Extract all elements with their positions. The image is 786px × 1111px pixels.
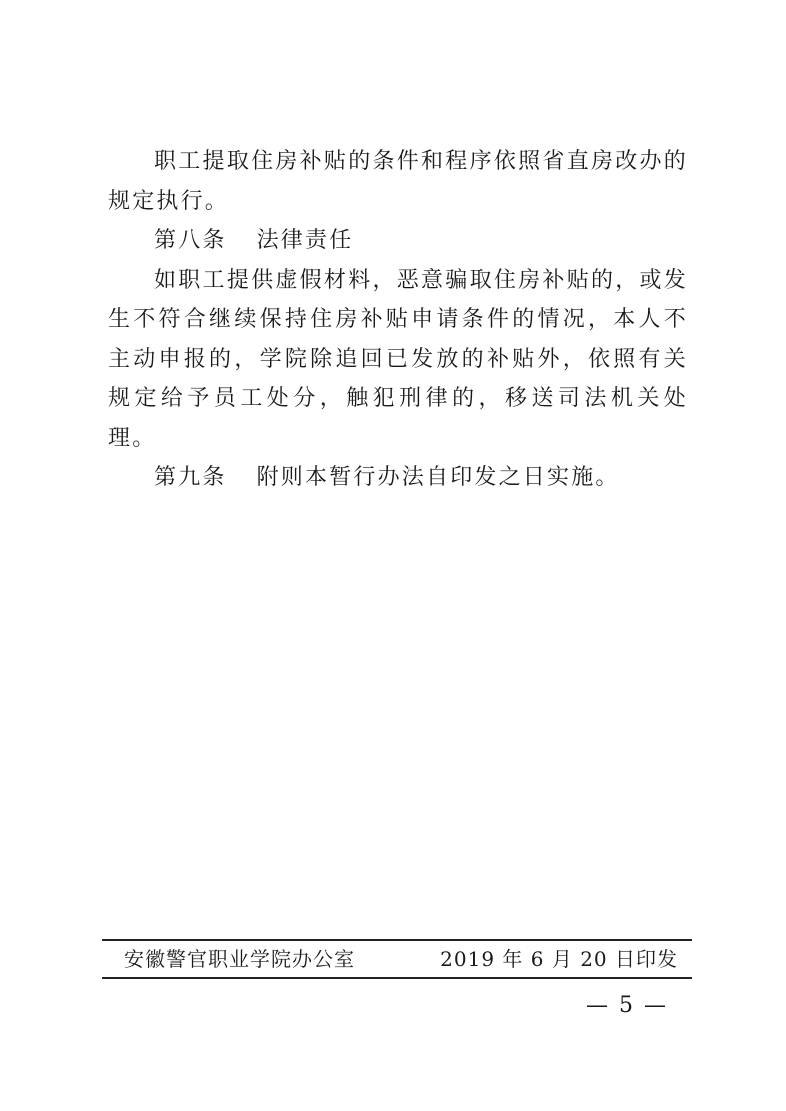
- footer-bottom-rule: [102, 977, 692, 979]
- paragraph-housing-subsidy-conditions: 职工提取住房补贴的条件和程序依照省直房改办的规定执行。: [108, 149, 688, 214]
- footer-issuer: 安徽警官职业学院办公室: [124, 947, 355, 971]
- paragraph-legal-liability: 如职工提供虚假材料，恶意骗取住房补贴的，或发生不符合继续保持住房补贴申请条件的情况，本人不主动申报的，学院除追回已发放的补贴外，依照有关规定给予员工处分，触犯刑律的，移送司法机关处理。: [108, 267, 688, 451]
- article-8-number: 第八条: [154, 228, 227, 253]
- article-9-number: 第九条: [154, 465, 227, 490]
- footer-issue-date: 2019 年 6 月 20 日印发: [440, 947, 678, 971]
- page-number: — 5 —: [586, 993, 668, 1018]
- footer-top-rule: [102, 939, 692, 941]
- article-8-heading: [108, 221, 688, 261]
- article-9-title: 附则本暂行办法自印发之日实施。: [256, 465, 620, 490]
- article-9-heading: [108, 458, 688, 498]
- article-8-title: 法律责任: [256, 228, 354, 253]
- document-body: [108, 142, 688, 498]
